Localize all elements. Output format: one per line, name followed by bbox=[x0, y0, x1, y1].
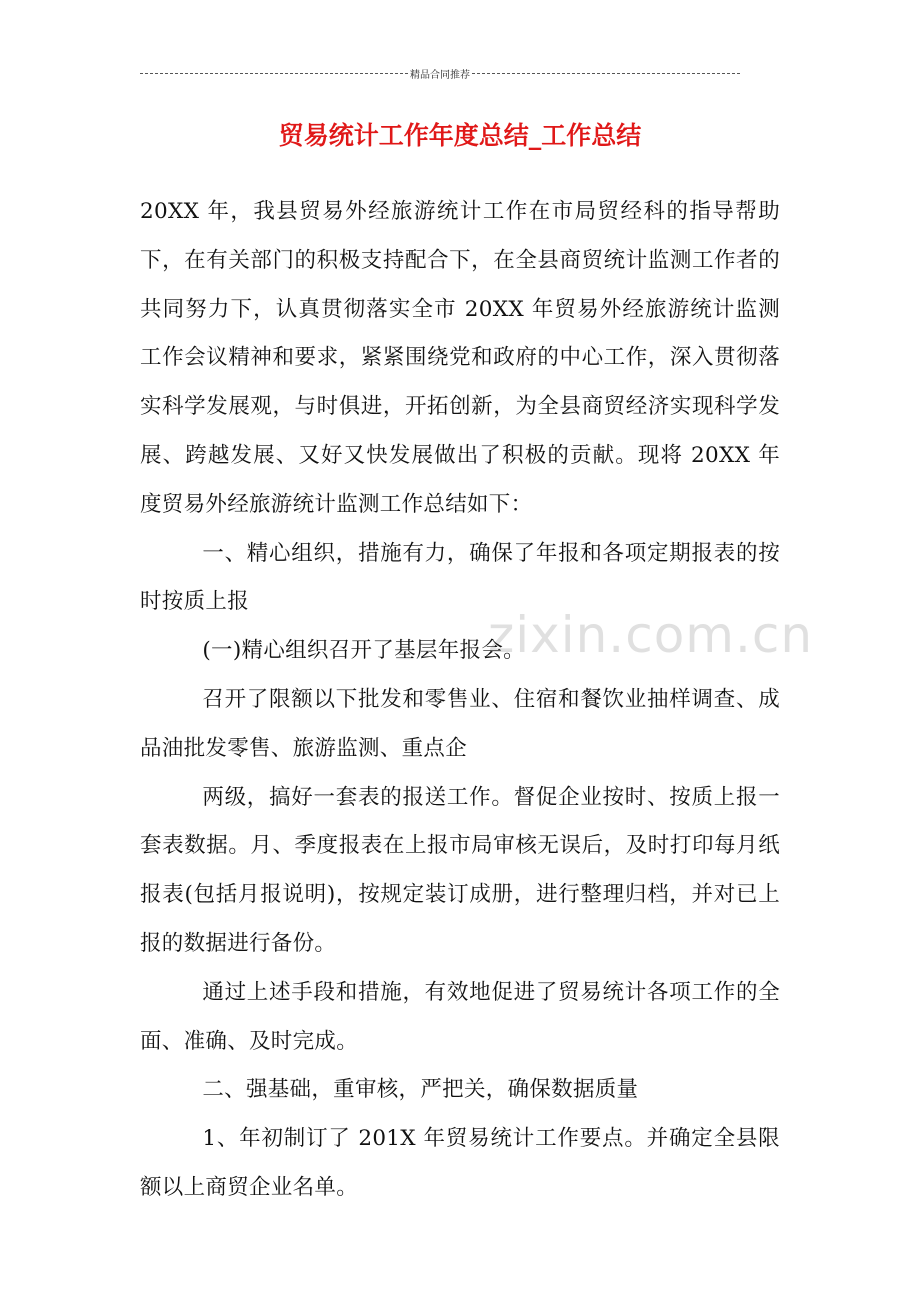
paragraph-section-1-heading: 一、精心组织，措施有力，确保了年报和各项定期报表的按时按质上报 bbox=[140, 540, 780, 615]
paragraph-intro: 20XX 年，我县贸易外经旅游统计工作在市局贸经科的指导帮助下，在有关部门的积极支持配合下，在全县商贸统计监测工作者的共同努力下，认真贯彻落实全市 20XX 年贸易外经旅游统计监测工作会议精神和要求，紧紧围绕党和政府的中心工作，深入贯彻落实科学发展观，与时俱进，开拓创新，为全县商贸经济实现科学发展、跨越发展、又好又快发展做出了积极的贡献。现将 20XX 年度贸易外经旅游统计监测工作总结如下： bbox=[140, 199, 780, 517]
paragraph-section-2-heading: 二、强基础，重审核，严把关，确保数据质量 bbox=[202, 1077, 639, 1103]
header-rule bbox=[140, 66, 740, 81]
document-title: 贸易统计工作年度总结_工作总结 bbox=[278, 121, 642, 150]
paragraph-summary: 通过上述手段和措施，有效地促进了贸易统计各项工作的全面、准确、及时完成。 bbox=[140, 979, 780, 1054]
paragraph-meetings: 召开了限额以下批发和零售业、住宿和餐饮业抽样调查、成品油批发零售、旅游监测、重点企 bbox=[140, 686, 780, 761]
header-label: 精品合同推荐 bbox=[410, 70, 470, 81]
document-body bbox=[140, 188, 780, 1213]
paragraph-subsection-1: (一)精心组织召开了基层年报会。 bbox=[202, 638, 525, 664]
watermark: zixin.com.cn bbox=[488, 606, 814, 664]
paragraph-item-1: 1、年初制订了 201X 年贸易统计工作要点。并确定全县限额以上商贸企业名单。 bbox=[140, 1126, 780, 1200]
header-dash-right bbox=[472, 73, 740, 74]
paragraph-reporting: 两级，搞好一套表的报送工作。督促企业按时、按质上报一套表数据。月、季度报表在上报市局审核无误后，及时打印每月纸报表(包括月报说明)，按规定装订成册，进行整理归档，并对已上报的数据进行备份。 bbox=[140, 784, 780, 956]
header-dash-left bbox=[140, 73, 408, 74]
